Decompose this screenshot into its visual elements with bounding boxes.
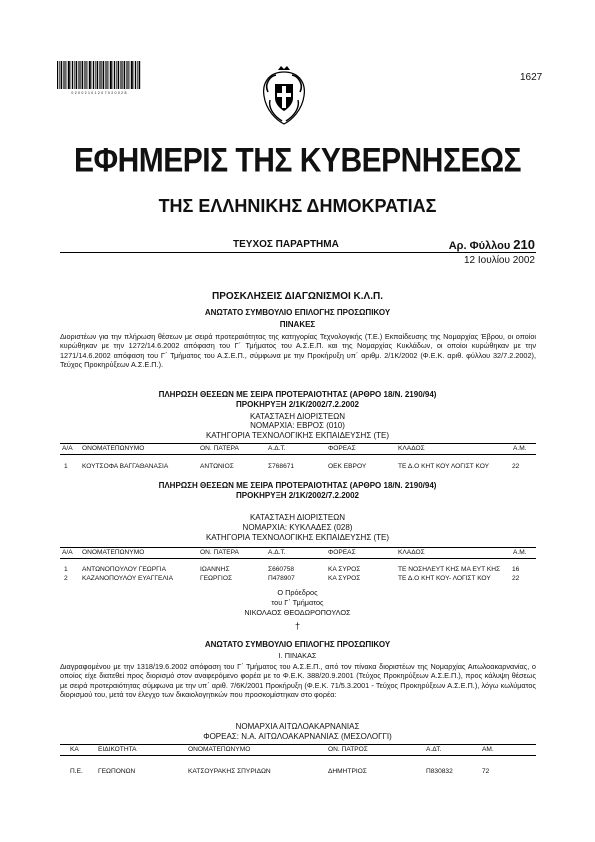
prefecture-3: ΝΟΜΑΡΧΙΑ ΑΙΤΩΛΟΑΚΑΡΝΑΝΙΑΣ bbox=[235, 722, 360, 731]
col-father: ΟΝ. ΠΑΤΡΟΣ bbox=[328, 746, 368, 753]
cell-name: ΑΝΤΩΝΟΠΟΥΛΟΥ ΓΕΩΡΓΙΑ bbox=[82, 566, 166, 573]
fill-line-2: ΠΛΗΡΩΣΗ ΘΕΣΕΩΝ ΜΕ ΣΕΙΡΑ ΠΡΟΤΕΡΑΙΟΤΗΤΑΣ (ΑΡΘΡΟ 18/Ν. 2190/94) bbox=[158, 481, 437, 490]
gazette-title: ΕΦΗΜΕΡΙΣ ΤΗΣ ΚΥΒΕΡΝΗΣΕΩΣ bbox=[73, 141, 522, 180]
col-name: ΟΝΟΜΑΤΕΠΩΝΥΜΟ bbox=[82, 445, 145, 452]
fill-line-1: ΠΛΗΡΩΣΗ ΘΕΣΕΩΝ ΜΕ ΣΕΙΡΑ ΠΡΟΤΕΡΑΙΟΤΗΤΑΣ (ΑΡΘΡΟ 18/Ν. 2190/94) bbox=[158, 390, 437, 399]
cell-branch: ΤΕ Δ.Ο ΚΗΤ ΚΟΥ- ΛΟΓΙΣΤ ΚΟΥ bbox=[398, 575, 491, 582]
col-father: ΟΝ. ΠΑΤΕΡΑ bbox=[200, 549, 239, 556]
divider bbox=[60, 252, 536, 253]
table-row bbox=[60, 574, 536, 583]
appointees-table-cyclades bbox=[60, 547, 536, 583]
cell-am: 72 bbox=[482, 768, 490, 775]
deletion-table bbox=[60, 744, 536, 776]
barcode bbox=[57, 61, 141, 89]
col-am: Α.Μ. bbox=[513, 445, 527, 452]
proclamation-2: ΠΡΟΚΗΡΥΞΗ 2/1Κ/2002/7.2.2002 bbox=[236, 491, 359, 500]
prefecture-2: ΝΟΜΑΡΧΙΑ: ΚΥΚΛΑΔΕΣ (028) bbox=[242, 523, 353, 532]
cell-branch: ΤΕ Δ.Ο ΚΗΤ ΚΟΥ ΛΟΓΙΣΤ ΚΟΥ bbox=[398, 463, 490, 470]
proclamation-1: ΠΡΟΚΗΡΥΞΗ 2/1Κ/2002/7.2.2002 bbox=[236, 400, 359, 409]
cross-icon: † bbox=[294, 621, 300, 631]
cell-name: ΚΟΥΤΣΟΦΑ ΒΑΓΓΑΘΑΝΑΣΙΑ bbox=[82, 463, 169, 470]
coat-of-arms-icon bbox=[258, 66, 310, 126]
sheet-label: Αρ. Φύλλου bbox=[448, 240, 511, 252]
section-heading: ΠΡΟΣΚΛΗΣΕΙΣ ΔΙΑΓΩΝΙΣΜΟΙ Κ.Λ.Π. bbox=[212, 291, 383, 302]
cell-specialty: ΓΕΩΠΟΝΩΝ bbox=[98, 768, 136, 775]
table-header bbox=[60, 443, 536, 455]
cell-father: ΙΩΑΝΝΗΣ bbox=[200, 566, 230, 573]
col-agency: ΦΟΡΕΑΣ bbox=[328, 445, 356, 452]
council-name-2: ΑΝΩΤΑΤΟ ΣΥΜΒΟΥΛΙΟ ΕΠΙΛΟΓΗΣ ΠΡΟΣΩΠΙΚΟΥ bbox=[204, 640, 391, 649]
cell-am: 22 bbox=[512, 575, 520, 582]
col-aa: Α/Α bbox=[62, 445, 73, 452]
agency-3: ΦΟΡΕΑΣ: Ν.Α. ΑΙΤΩΛΟΑΚΑΡΝΑΝΙΑΣ (ΜΕΣΟΛΟΓΓΙ) bbox=[203, 732, 392, 741]
col-id: Α.Δ.Τ. bbox=[268, 445, 286, 452]
cell-father: ΓΕΩΡΓΙΟΣ bbox=[200, 575, 233, 582]
category-1: ΚΑΤΗΓΟΡΙΑ ΤΕΧΝΟΛΟΓΙΚΗΣ ΕΚΠΑΙΔΕΥΣΗΣ (ΤΕ) bbox=[205, 431, 390, 440]
page-number: 1627 bbox=[520, 72, 543, 83]
cell-father: ΑΝΤΩΝΙΟΣ bbox=[200, 463, 234, 470]
cell-father: ΔΗΜΗΤΡΙΟΣ bbox=[328, 768, 367, 775]
cell-id: Σ660758 bbox=[268, 566, 295, 573]
col-am: ΑΜ. bbox=[482, 746, 494, 753]
cell-ka: Π.Ε. bbox=[70, 768, 83, 775]
status-2: ΚΑΤΑΣΤΑΣΗ ΔΙΟΡΙΣΤΕΩΝ bbox=[249, 513, 346, 522]
col-id: Α.ΔΤ. bbox=[426, 746, 442, 753]
appointees-table-evros bbox=[60, 443, 536, 471]
deletion-paragraph: Διαγραφομένου με την 1318/19.6.2002 απόφαση του Γ΄ Τμήματος του Α.Σ.Ε.Π., από τον πίνακα διοριστέων της Νομαρχίας Αιτωλοακαρνανίας, ο οποίος είχε διατεθεί προς διορισμό στον αναφερόμενο φορέα με το Φ.Ε.Κ. 388/20.9.2001 (Τεύχος Προκηρύξεων Α.Σ.Ε.Π.), προς κάλυψη θέσεως με σειρά προτεραιότητας σύμφωνα με την υπ΄ αριθ. 7/6Κ/2001 Προκήρυξη (Φ.Ε.Κ. 71/5.3.2001 - Τεύχος Προκηρύξεων Α.Σ.Ε.Π.), λόγω κωλύματος διορισμού του, μετά τον έλεγχο των δικαιολογητικών που προσκομίστηκαν στο φορέα: bbox=[60, 662, 536, 699]
cell-am: 22 bbox=[512, 463, 520, 470]
cell-agency: ΚΑ ΣΥΡΟΣ bbox=[328, 575, 361, 582]
col-specialty: ΕΙΔΙΚΟΤΗΤΑ bbox=[98, 746, 137, 753]
col-branch: ΚΛΑΔΟΣ bbox=[398, 549, 425, 556]
issue-date: 12 Ιουλίου 2002 bbox=[464, 255, 535, 266]
table-header bbox=[60, 744, 536, 756]
cell-id: Π830832 bbox=[426, 768, 453, 775]
cell-aa: 1 bbox=[64, 463, 68, 470]
cell-am: 16 bbox=[512, 566, 520, 573]
intro-paragraph: Διοριστέων για την πλήρωση θέσεων με σειρά προτεραιότητας της κατηγορίας Τεχνολογικής (Τ.Ε.) Εκπαίδευσης της Νομαρχίας Έβρου, οι οποίοι κυρώθηκαν με την 1272/14.6.2002 απόφαση του Γ΄ Τμήματος του Α.Σ.Ε.Π. και της Νομαρχίας Κυκλάδων, οι οποίοι κυρώθηκαν με την 1271/14.6.2002 απόφαση του Γ΄ Τμήματος του Α.Σ.Ε.Π., σύμφωνα με την Προκήρυξη υπ΄ αριθμ. 2/1Κ/2002 (Φ.Ε.Κ. αριθ. φύλλου 32/7.2.2002), Τεύχος Προκηρύξεων Α.Σ.Ε.Π.). bbox=[60, 332, 536, 369]
cell-agency: ΚΑ ΣΥΡΟΣ bbox=[328, 566, 361, 573]
col-ka: ΚΑ bbox=[70, 746, 79, 753]
col-father: ΟΝ. ΠΑΤΕΡΑ bbox=[200, 445, 239, 452]
table-row bbox=[60, 767, 536, 776]
cell-branch: ΤΕ ΝΟΣΗΛΕΥΤ ΚΗΣ ΜΑ ΕΥΤ ΚΗΣ bbox=[398, 566, 501, 573]
cell-name: ΚΑΖΑΝΟΠΟΥΛΟΥ ΕΥΑΓΓΕΛΙΑ bbox=[82, 575, 173, 582]
cell-aa: 2 bbox=[64, 575, 68, 582]
issue-type: ΤΕΥΧΟΣ ΠΑΡΑΡΤΗΜΑ bbox=[233, 239, 339, 250]
table-row bbox=[60, 565, 536, 574]
cell-id: Σ768671 bbox=[268, 463, 295, 470]
barcode-number: 0 2 0 0 2 1 0 1 2 0 7 0 2 0 0 2 8 bbox=[71, 91, 127, 95]
signature-title: Ο Πρόεδρος bbox=[277, 588, 318, 597]
signature-department: του Γ΄ Τμήματος bbox=[271, 598, 324, 607]
cell-name: ΚΑΤΣΟΥΡΑΚΗΣ ΣΠΥΡΙΔΩΝ bbox=[188, 768, 271, 775]
col-agency: ΦΟΡΕΑΣ bbox=[328, 549, 356, 556]
col-name: ΟΝΟΜΑΤΕΠΩΝΥΜΟ bbox=[82, 549, 145, 556]
col-id: Α.Δ.Τ. bbox=[268, 549, 286, 556]
tables-heading: ΠΙΝΑΚΕΣ bbox=[279, 320, 316, 329]
gazette-subtitle: ΤΗΣ ΕΛΛΗΝΙΚΗΣ ΔΗΜΟΚΡΑΤΙΑΣ bbox=[158, 196, 437, 216]
table-header bbox=[60, 547, 536, 559]
signature-name: ΝΙΚΟΛΑΟΣ ΘΕΟΔΩΡΟΠΟΥΛΟΣ bbox=[244, 608, 351, 617]
table-i-heading: Ι. ΠΙΝΑΚΑΣ bbox=[278, 651, 317, 660]
col-am: Α.Μ. bbox=[513, 549, 527, 556]
col-name: ΟΝΟΜΑΤΕΠΩΝΥΜΟ bbox=[188, 746, 251, 753]
prefecture-1: ΝΟΜΑΡΧΙΑ: ΕΒΡΟΣ (010) bbox=[250, 421, 345, 430]
sheet-number bbox=[449, 237, 535, 252]
table-row bbox=[60, 462, 536, 471]
cell-aa: 1 bbox=[64, 566, 68, 573]
status-1: ΚΑΤΑΣΤΑΣΗ ΔΙΟΡΙΣΤΕΩΝ bbox=[249, 412, 346, 421]
col-aa: Α/Α bbox=[62, 549, 73, 556]
cell-agency: ΟΕΚ ΕΒΡΟΥ bbox=[328, 463, 367, 470]
category-2: ΚΑΤΗΓΟΡΙΑ ΤΕΧΝΟΛΟΓΙΚΗΣ ΕΚΠΑΙΔΕΥΣΗΣ (ΤΕ) bbox=[205, 533, 390, 542]
cell-id: Π478907 bbox=[268, 575, 295, 582]
council-name: ΑΝΩΤΑΤΟ ΣΥΜΒΟΥΛΙΟ ΕΠΙΛΟΓΗΣ ΠΡΟΣΩΠΙΚΟΥ bbox=[204, 308, 391, 317]
sheet-number-value: 210 bbox=[513, 237, 535, 252]
col-branch: ΚΛΑΔΟΣ bbox=[398, 445, 425, 452]
